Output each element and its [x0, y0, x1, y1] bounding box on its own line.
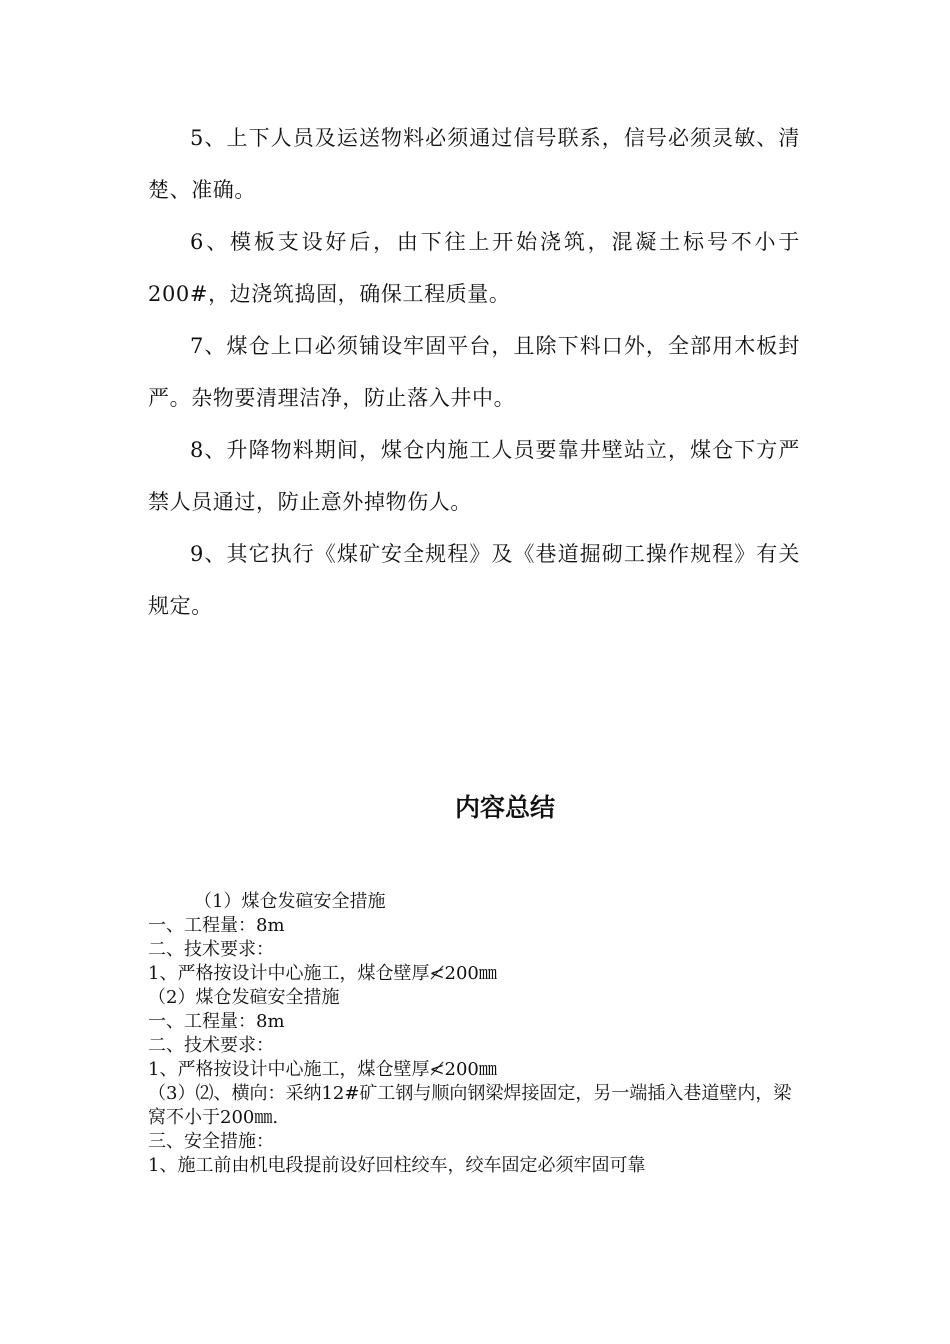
summary-line: 1、严格按设计中心施工，煤仓壁厚≮200㎜: [148, 963, 497, 984]
paragraph-9: 9、其它执行《煤矿安全规程》及《巷道掘砌工操作规程》有关规定。: [148, 542, 800, 618]
summary-line: （3）⑵、横向：采纳12#矿工钢与顺向钢梁焊接固定，另一端插入巷道壁内，梁窝不小于200㎜.: [148, 1083, 792, 1128]
summary-line: 一、工程量：8m: [148, 915, 285, 936]
summary-line: （2）煤仓发碹安全措施: [148, 987, 340, 1008]
paragraph-8: 8、升降物料期间，煤仓内施工人员要靠井壁站立，煤仓下方严禁人员通过，防止意外掉物伤人。: [148, 438, 800, 514]
summary-line: 三、安全措施：: [148, 1131, 274, 1152]
summary-line: 一、工程量：8m: [148, 1011, 285, 1032]
summary-line: （1）煤仓发碹安全措施: [194, 891, 386, 912]
summary-list: [148, 890, 800, 1178]
summary-line: 二、技术要求：: [148, 939, 274, 960]
paragraph-5: 5、上下人员及运送物料必须通过信号联系，信号必须灵敏、清楚、准确。: [148, 126, 800, 202]
paragraph-7: 7、煤仓上口必须铺设牢固平台，且除下料口外，全部用木板封严。杂物要清理洁净，防止落入井中。: [148, 334, 800, 410]
summary-line: 1、施工前由机电段提前设好回柱绞车，绞车固定必须牢固可靠: [148, 1155, 646, 1176]
paragraph-6: 6、模板支设好后，由下往上开始浇筑，混凝土标号不小于200#，边浇筑捣固，确保工程质量。: [148, 230, 800, 306]
summary-title: 内容总结: [454, 793, 555, 822]
summary-line: 1、严格按设计中心施工，煤仓壁厚≮200㎜: [148, 1059, 497, 1080]
summary-line: 二、技术要求：: [148, 1035, 274, 1056]
